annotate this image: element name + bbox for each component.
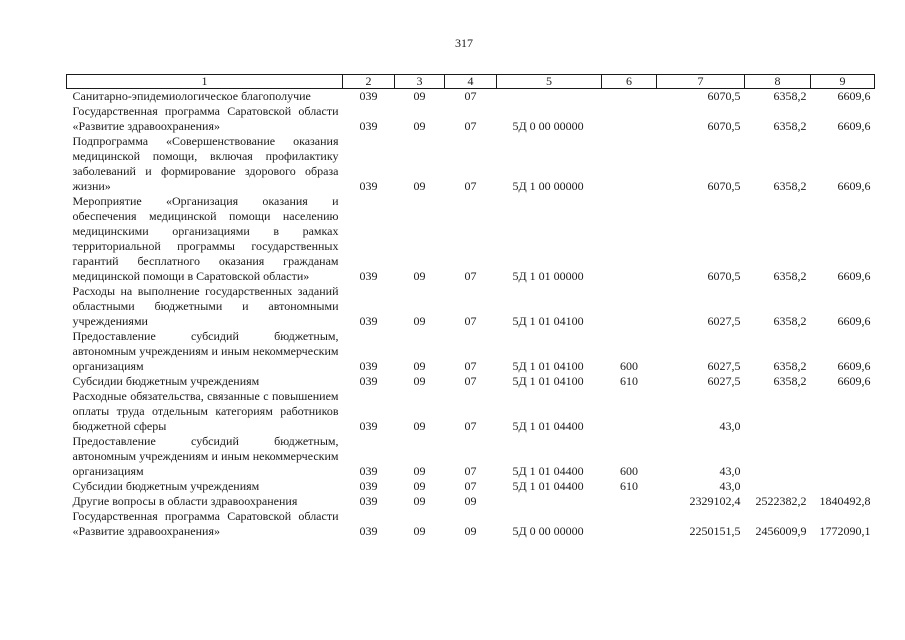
cell-col-5: 5Д 1 01 04100: [512, 359, 584, 373]
cell-col-2: 039: [359, 314, 378, 328]
cell-col-8: 6358,2: [773, 119, 807, 133]
cell-col-3: 09: [413, 89, 426, 103]
cell-col-9: 6609,6: [837, 374, 871, 388]
cell-col-3: 09: [413, 464, 426, 478]
cell-col-6: 610: [620, 374, 638, 388]
table-row: [67, 89, 875, 105]
table-row: [67, 434, 875, 479]
cell-col-4: 07: [464, 374, 477, 388]
cell-col-7: 6070,5: [707, 179, 741, 193]
header-cell: 3: [395, 75, 445, 89]
cell-col-4: 07: [464, 179, 477, 193]
cell-col-6: [602, 494, 657, 509]
cell-col-3: 09: [413, 314, 426, 328]
cell-col-9: 6609,6: [837, 314, 871, 328]
cell-col-4: 07: [464, 89, 477, 103]
cell-col-6: [602, 134, 657, 194]
cell-col-6: 600: [620, 464, 638, 478]
header-cell: 5: [497, 75, 602, 89]
cell-col-6: [602, 89, 657, 105]
header-cell: 9: [811, 75, 875, 89]
table-row: [67, 479, 875, 494]
cell-col-3: 09: [413, 494, 426, 508]
table-row: [67, 509, 875, 539]
cell-col-6: [602, 509, 657, 539]
cell-col-5: 5Д 1 01 04400: [512, 464, 584, 478]
cell-col-8: 6358,2: [773, 269, 807, 283]
cell-col-7: 43,0: [719, 479, 741, 493]
cell-col-3: 09: [413, 479, 426, 493]
cell-col-2: 039: [359, 494, 378, 508]
cell-col-3: 09: [413, 119, 426, 133]
row-name: Подпрограмма «Совершенствование оказания медицинской помощи, включая профилактику заболеваний и формирование здорового образа жизни»: [72, 134, 339, 193]
cell-col-7: 6027,5: [707, 374, 741, 388]
cell-col-7: 43,0: [719, 419, 741, 433]
cell-col-5: 5Д 1 01 00000: [512, 269, 584, 283]
table-row: [67, 494, 875, 509]
header-cell: 1: [67, 75, 343, 89]
cell-col-2: 039: [359, 269, 378, 283]
cell-col-4: 07: [464, 314, 477, 328]
cell-col-7: 6070,5: [707, 269, 741, 283]
cell-col-5: 5Д 1 01 04100: [512, 314, 584, 328]
cell-col-5: 5Д 1 00 00000: [512, 179, 584, 193]
cell-col-8: [745, 434, 811, 479]
cell-col-4: 07: [464, 419, 477, 433]
row-name: Санитарно-эпидемиологическое благополучие: [72, 89, 311, 103]
table-row: [67, 374, 875, 389]
row-name: Предоставление субсидий бюджетным, автономным учреждениям и иным некоммерческим организациям: [72, 434, 339, 478]
cell-col-3: 09: [413, 419, 426, 433]
row-name: Государственная программа Саратовской области «Развитие здравоохранения»: [72, 104, 339, 133]
cell-col-4: 09: [464, 524, 477, 538]
cell-col-2: 039: [359, 419, 378, 433]
cell-col-3: 09: [413, 179, 426, 193]
header-cell: 2: [343, 75, 395, 89]
cell-col-7: 6070,5: [707, 119, 741, 133]
table-row: [67, 329, 875, 374]
cell-col-9: [811, 479, 875, 494]
cell-col-9: 6609,6: [837, 179, 871, 193]
cell-col-7: 6027,5: [707, 314, 741, 328]
header-row: [67, 75, 875, 89]
cell-col-9: 1772090,1: [819, 524, 871, 538]
cell-col-8: 6358,2: [773, 314, 807, 328]
cell-col-4: 07: [464, 479, 477, 493]
cell-col-5: 5Д 1 01 04400: [512, 479, 584, 493]
cell-col-6: 600: [620, 359, 638, 373]
cell-col-8: 6358,2: [773, 374, 807, 388]
cell-col-7: 2329102,4: [689, 494, 741, 508]
cell-col-2: 039: [359, 119, 378, 133]
cell-col-5: [497, 89, 602, 105]
cell-col-3: 09: [413, 374, 426, 388]
cell-col-6: [602, 194, 657, 284]
table-row: [67, 389, 875, 434]
cell-col-5: 5Д 0 00 00000: [512, 524, 584, 538]
cell-col-3: 09: [413, 269, 426, 283]
header-cell: 4: [445, 75, 497, 89]
page-number: 317: [455, 36, 473, 50]
cell-col-9: 6609,6: [837, 89, 871, 103]
cell-col-7: 43,0: [719, 464, 741, 478]
cell-col-6: [602, 104, 657, 134]
cell-col-7: 2250151,5: [689, 524, 741, 538]
cell-col-8: 6358,2: [773, 359, 807, 373]
table-row: [67, 284, 875, 329]
cell-col-2: 039: [359, 374, 378, 388]
table-row: [67, 194, 875, 284]
cell-col-2: 039: [359, 524, 378, 538]
cell-col-9: 1840492,8: [819, 494, 871, 508]
cell-col-9: [811, 389, 875, 434]
cell-col-8: 2456009,9: [755, 524, 807, 538]
row-name: Расходные обязательства, связанные с повышением оплаты труда отдельным категориям работников бюджетной сферы: [72, 389, 339, 433]
header-cell: 6: [602, 75, 657, 89]
budget-table: [66, 74, 875, 539]
cell-col-3: 09: [413, 524, 426, 538]
cell-col-5: [497, 494, 602, 509]
cell-col-4: 09: [464, 494, 477, 508]
row-name: Расходы на выполнение государственных заданий областными бюджетными и автономными учреждениями: [72, 284, 339, 328]
cell-col-9: 6609,6: [837, 119, 871, 133]
cell-col-8: [745, 389, 811, 434]
row-name: Мероприятие «Организация оказания и обеспечения медицинской помощи населению медицинскими организациями в рамках территориальной программы государственных гарантий бесплатного оказания гражданам медицинской помощи в Саратовской области»: [72, 194, 339, 283]
cell-col-7: 6027,5: [707, 359, 741, 373]
cell-col-6: [602, 389, 657, 434]
cell-col-2: 039: [359, 359, 378, 373]
row-name: Предоставление субсидий бюджетным, автономным учреждениям и иным некоммерческим организациям: [72, 329, 339, 373]
row-name: Другие вопросы в области здравоохранения: [72, 494, 298, 508]
row-name: Государственная программа Саратовской области «Развитие здравоохранения»: [72, 509, 339, 538]
cell-col-4: 07: [464, 359, 477, 373]
cell-col-7: 6070,5: [707, 89, 741, 103]
cell-col-8: 6358,2: [773, 179, 807, 193]
table-row: [67, 104, 875, 134]
cell-col-2: 039: [359, 464, 378, 478]
header-cell: 8: [745, 75, 811, 89]
cell-col-4: 07: [464, 464, 477, 478]
table-row: [67, 134, 875, 194]
cell-col-2: 039: [359, 479, 378, 493]
cell-col-2: 039: [359, 89, 378, 103]
cell-col-3: 09: [413, 359, 426, 373]
row-name: Субсидии бюджетным учреждениям: [72, 374, 260, 388]
cell-col-5: 5Д 0 00 00000: [512, 119, 584, 133]
cell-col-2: 039: [359, 179, 378, 193]
cell-col-6: [602, 284, 657, 329]
cell-col-4: 07: [464, 269, 477, 283]
cell-col-5: 5Д 1 01 04400: [512, 419, 584, 433]
cell-col-5: 5Д 1 01 04100: [512, 374, 584, 388]
cell-col-4: 07: [464, 119, 477, 133]
cell-col-8: 6358,2: [773, 89, 807, 103]
cell-col-9: 6609,6: [837, 359, 871, 373]
cell-col-9: 6609,6: [837, 269, 871, 283]
row-name: Субсидии бюджетным учреждениям: [72, 479, 260, 493]
cell-col-8: 2522382,2: [755, 494, 807, 508]
cell-col-8: [745, 479, 811, 494]
cell-col-6: 610: [620, 479, 638, 493]
header-cell: 7: [657, 75, 745, 89]
cell-col-9: [811, 434, 875, 479]
